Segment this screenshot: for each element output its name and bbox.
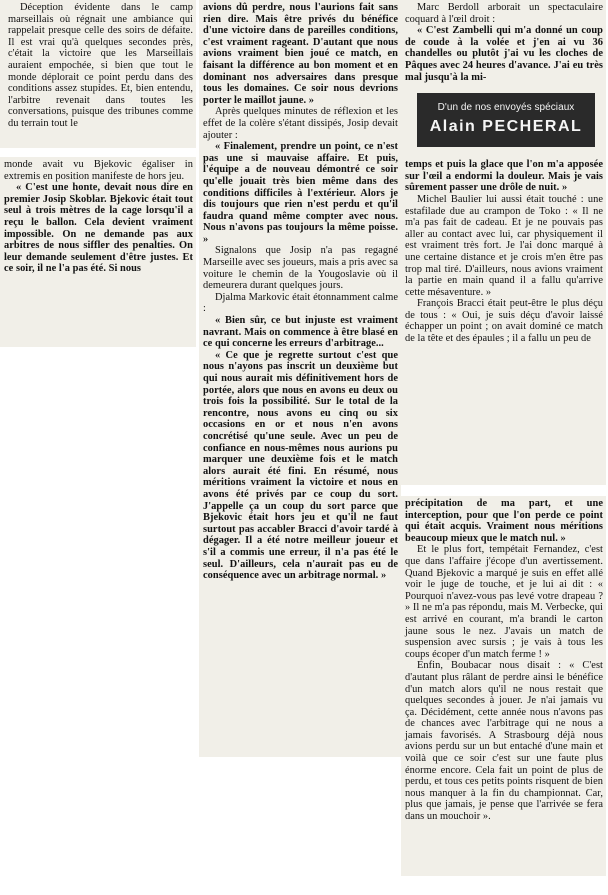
quote-berdoll-continued: temps et puis la glace que l'on m'a apposée sur l'œil a endormi la douleur. Mais je vais sûrement passer une drôle de nuit. »	[405, 159, 603, 194]
quote-skoblar: « C'est une honte, devait nous dire en premier Josip Skoblar. Bjekovic était tout seul à trois mètres de la cage lorsqu'il a reçu le ballon. Cela devient vraiment impossible. On ne demande pas aux arbitres de nous siffler des penalties. On leur demande seulement d'être justes. Et ce soir, il ne l'a pas été. Si nous	[4, 182, 193, 275]
paragraph-fernandez: Et le plus fort, tempétait Fernandez, c'est que dans l'affaire j'écope d'un avertissement. Quand Bjekovic a marqué je suis en effet allé voir le juge de touche, et je lui ai dit : « Pourquoi n'avez-vous pas levé votre drapeau ? » Il ne m'a pas répondu, mais M. Verbecke, qui est arrivé en courant, m'a brandi le carton jaune sous le nez. J'avais un match de suspension avec sursis ; je vais à tous les coups écoper d'un match ferme ! »	[405, 544, 603, 660]
quote-josip-finalement: « Finalement, prendre un point, ce n'est pas une si mauvaise affaire. Et puis, l'équipe a de nouveau démontré ce soir qu'elle jouait très bien même dans des conditions difficiles à l'extérieur. Alors je dis toujours que rien n'est perdu et qu'il faudra quand même compter avec nous. Nous n'avons pas toujours la même poisse. »	[203, 141, 398, 245]
paragraph-berdoll-intro: Marc Berdoll arborait un spectaculaire coquard à l'œil droit :	[405, 2, 603, 25]
paragraph-intro: Déception évidente dans le camp marseillais où régnait une ambiance qui rappelait presque celle des soirs de défaite. Il est vrai qu'à quelques secondes près, c'était la victoire que les Marseillais auraient empochée, si bien que tout le monde déplorait ce point perdu dans des conditions assez stupides. Et, bien entendu, l'arbitre revenait dans toutes les conversations, puisque des tribunes comme du terrain tout le	[8, 2, 193, 129]
paragraph-yougoslavie: Signalons que Josip n'a pas regagné Marseille avec ses joueurs, mais a pris avec sa voiture le chemin de la Yougoslavie où il demeurera durant quelques jours.	[203, 245, 398, 292]
quote-berdoll: « C'est Zambelli qui m'a donné un coup de coude à la volée et j'en ai vu 36 chandelles ou plutôt j'ai vu les cloches de Pâques avec 24 heures d'avance. J'ai eu très mal jusqu'à la mi-	[405, 25, 603, 83]
article-clipping-skoblar	[0, 157, 196, 347]
paragraph-baulier: Michel Baulier lui aussi était touché : une estafilade due au crampon de Toko : « Il ne m'a pas fait de cadeau. Et je ne pouvais pas aller au contact avec lui, car physiquement il est vraiment très fort. Je l'ai donc marqué à une certaine distance et je crois m'en être pas trop mal tiré. D'ailleurs, nous avions vraiment la partie en main quand il a fallu qu'arrive cette mésaventure. »	[405, 193, 603, 298]
paragraph-markovic-intro: Djalma Markovic était étonnamment calme :	[203, 291, 398, 315]
byline-author-name: Alain PECHERAL	[429, 118, 583, 136]
paragraph-reflection: Après quelques minutes de réflexion et les effet de la colère s'étant dissipés, Josip devait ajouter :	[203, 106, 398, 141]
quote-skoblar-continued: avions dû perdre, nous l'aurions fait sans rien dire. Mais être privés du bénéfice d'une victoire dans de pareilles conditions, c'est vraiment rageant. D'autant que nous avions vraiment bien joué ce match, en faisant la différence au bon moment et en dominant nos adversaires dans presque tous les domaines. Ce soir nous devrions porter le maillot jaune. »	[203, 2, 398, 106]
paragraph-bracci: François Bracci était peut-être le plus déçu de tous : « Oui, je suis déçu d'avoir laissé échapper un point ; on avait dominé ce match de la tête et des épaules ; il a fallu un peu de	[405, 298, 603, 345]
quote-markovic-2: « Ce que je regrette surtout c'est que nous n'ayons pas inscrit un deuxième but qui nous aurait mis définitivement hors de portée, alors que nous en avons eu deux ou trois fois la possibilité. Sur le total de la rencontre, nous avons eu cinq ou six occasions en or et nous n'en avons concrétisé qu'une seule. Avec un peu de confiance en nous-mêmes nous aurions pu marquer une deuxième fois et le match alors aurait été fini. En résumé, nous méritions vraiment la victoire et nous en avons été privés par ce coup du sort. J'appelle ça un coup du sort parce que Bjekovic était hors jeu et qu'il ne faut surtout pas accabler Bracci d'avoir tardé à dégager. Il a été notre meilleur joueur et s'il a commis une erreur, il n'a pas été le seul. D'ailleurs, cela n'aurait pas eu de conséquence avec un arbitrage normal. »	[203, 349, 398, 582]
paragraph-boubacar: Enfin, Boubacar nous disait : « C'est d'autant plus râlant de perdre ainsi le bénéfice d'un match alors qu'il ne nous restait que quelques secondes à jouer. Je n'ai jamais vu ça. Décidément, cette année nous n'avons pas de chances avec l'arbitrage qui ne nous a jamais favorisés. A Strasbourg déjà nous avions perdu sur un but entaché d'une main et voilà que ce soir c'est sur une faute plus énorme encore. Cela fait un point de plus de perdu, et tous ces petits points risquent de bien nous manquer à la fin du championnat. Car, plus que jamais, je pense que l'arrivée se fera dans un mouchoir ».	[405, 660, 603, 823]
byline-label: D'un de nos envoyés spéciaux	[437, 102, 575, 114]
quote-bracci-continued: précipitation de ma part, et une interception, pour que l'on perde ce point qui était acquis. Vraiment nous méritions beaucoup mieux que le match nul. »	[405, 498, 603, 544]
article-clipping-right-bottom	[401, 496, 606, 876]
article-clipping-middle-column	[199, 0, 401, 757]
article-clipping-intro	[0, 0, 196, 148]
paragraph-continuation: monde avait vu Bjekovic égaliser in extremis en position manifeste de hors jeu.	[4, 159, 193, 182]
author-byline-box	[417, 93, 595, 147]
article-clipping-right-top	[401, 0, 606, 485]
quote-markovic-1: « Bien sûr, ce but injuste est vraiment navrant. Mais on commence à être blasé en ce qui concerne les erreurs d'arbitrage...	[203, 315, 398, 350]
